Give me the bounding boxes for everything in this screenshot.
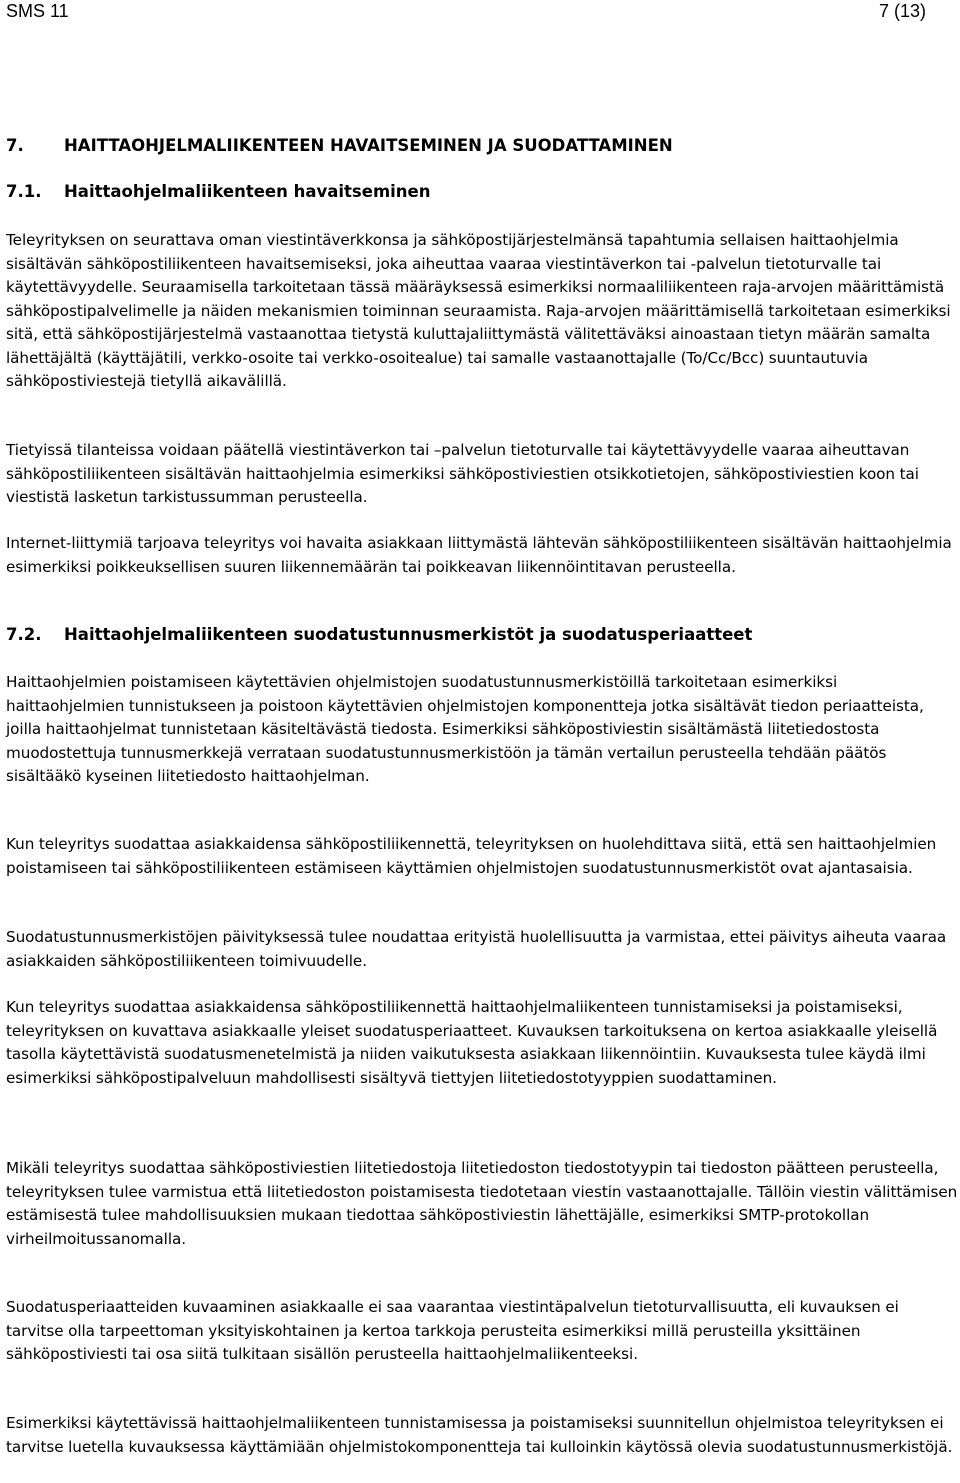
section-7-number: 7. [6,136,24,155]
paragraph: Suodatustunnusmerkistöjen päivityksessä tulee noudattaa erityistä huolellisuutta ja varmistaa, ettei päivitys aiheuta vaaraa asiakkaiden sähköpostiliikenteen toimivuudelle. [6,928,947,970]
paragraph: Internet-liittymiä tarjoava teleyritys voi havaita asiakkaan liittymästä lähtevän sähköpostiliikenteen sisältävän haittaohjelmia esimerkiksi poikkeuksellisen suuren liikennemäärän tai poikkeavan liikennöintitavan perusteella. [6,534,952,576]
section-7-title: HAITTAOHJELMALIIKENTEEN HAVAITSEMINEN JA SUODATTAMINEN [64,136,673,155]
paragraph: Kun teleyritys suodattaa asiakkaidensa sähköpostiliikennettä haittaohjelmaliikenteen tunnistamiseksi ja poistamiseksi, teleyrityksen on kuvattava asiakkaalle yleiset suodatusperiaatteet. Kuvauksen tarkoituksena on kertoa asiakkaalle yleisellä tasolla käytettävistä suodatusmenetelmistä ja niiden vaikutuksesta asiakkaan liikennöintiin. Kuvauksesta tulee käydä ilmi esimerkiksi sähköpostipalveluun mahdollisesti sisältyvä tiettyjen liitetiedostotyyppien suodattaminen. [6,998,938,1087]
running-header [6,1,926,21]
page-number: 7 (13) [878,1,926,21]
section-7-1-title: Haittaohjelmaliikenteen havaitseminen [64,182,431,201]
section-7-1-heading [6,182,430,202]
section-7-2-heading [6,625,752,645]
section-7-1-number: 7.1. [6,182,42,201]
section-7-2-title: Haittaohjelmaliikenteen suodatustunnusmerkistöt ja suodatusperiaatteet [64,625,753,644]
paragraph: Teleyrityksen on seurattava oman viestintäverkkonsa ja sähköpostijärjestelmänsä tapahtumia sellaisen haittaohjelmia sisältävän sähköpostiliikenteen havaitsemiseksi, joka aiheuttaa vaaraa viestintäverkon tai -palvelun tietoturvalle tai käytettävyydelle. Seuraamisella tarkoitetaan tässä määräyksessä esimerkiksi normaaliliikenteen raja-arvojen määrittämistä sähköpostipalvelimelle ja näiden mekanismien toiminnan seuraamista. Raja-arvojen määrittämisellä tarkoitetaan esimerkiksi sitä, että sähköpostijärjestelmä vastaanottaa tietystä kuluttajaliittymästä välitettäväksi ainoastaan tietyn määrän samalta lähettäjältä (käyttäjätili, verkko-osoite tai verkko-osoitealue) tai samalle vastaanottajalle (To/Cc/Bcc) suuntautuvia sähköpostiviestejä tietyllä aikavälillä. [6,231,951,390]
paragraph: Esimerkiksi käytettävissä haittaohjelmaliikenteen tunnistamisessa ja poistamiseksi suunnitellun ohjelmistoa teleyrityksen ei tarvitse luetella kuvauksessa käyttämiään ohjelmistokomponentteja tai kulloinkin käytössä olevia suodatustunnusmerkistöjä. [6,1414,953,1456]
paragraph: Tietyissä tilanteissa voidaan päätellä viestintäverkon tai –palvelun tietoturvalle tai käytettävyydelle vaaraa aiheuttavan sähköpostiliikenteen sisältävän haittaohjelmia esimerkiksi sähköpostiviestien otsikkotietojen, sähköpostiviestien koon tai viestistä lasketun tarkistussumman perusteella. [6,441,919,506]
paragraph: Kun teleyritys suodattaa asiakkaidensa sähköpostiliikennettä, teleyrityksen on huolehdittava siitä, että sen haittaohjelmien poistamiseen tai sähköpostiliikenteen estämiseen käyttämien ohjelmistojen suodatustunnusmerkistöt ovat ajantasaisia. [6,835,937,877]
paragraph: Mikäli teleyritys suodattaa sähköpostiviestien liitetiedostoja liitetiedoston tiedostotyypin tai tiedoston päätteen perusteella, teleyrityksen tulee varmistua että liitetiedoston poistamisesta tiedotetaan viestin vastaanottajalle. Tällöin viestin välittämisen estämisestä tulee mahdollisuuksien mukaan tiedottaa sähköpostiviestin lähettäjälle, esimerkiksi SMTP-protokollan virheilmoitussanomalla. [6,1159,958,1248]
paragraph: Haittaohjelmien poistamiseen käytettävien ohjelmistojen suodatustunnusmerkistöillä tarkoitetaan esimerkiksi haittaohjelmien tunnistukseen ja poistoon käytettävien ohjelmistojen komponentteja jotka sisältävät tiedon periaatteista, joilla haittaohjelmat tunnistetaan käsiteltävästä tiedosta. Esimerkiksi sähköpostiviestin sisältämästä liitetiedostosta muodostettuja tunnusmerkkejä verrataan suodatustunnusmerkistöön ja tämän vertailun perusteella tehdään päätös sisältääkö kyseinen liitetiedosto haittaohjelman. [6,673,924,785]
document-id: SMS 11 [6,1,69,21]
paragraph: Suodatusperiaatteiden kuvaaminen asiakkaalle ei saa vaarantaa viestintäpalvelun tietoturvallisuutta, eli kuvauksen ei tarvitse olla tarpeettoman yksityiskohtainen ja kertoa tarkkoja perusteita esimerkiksi millä perusteilla yksittäinen sähköpostiviesti tai osa siitä tulkitaan sisällön perusteella haittaohjelmaliikenteeksi. [6,1298,899,1363]
section-7-2-number: 7.2. [6,625,42,644]
section-7-heading [6,136,673,156]
